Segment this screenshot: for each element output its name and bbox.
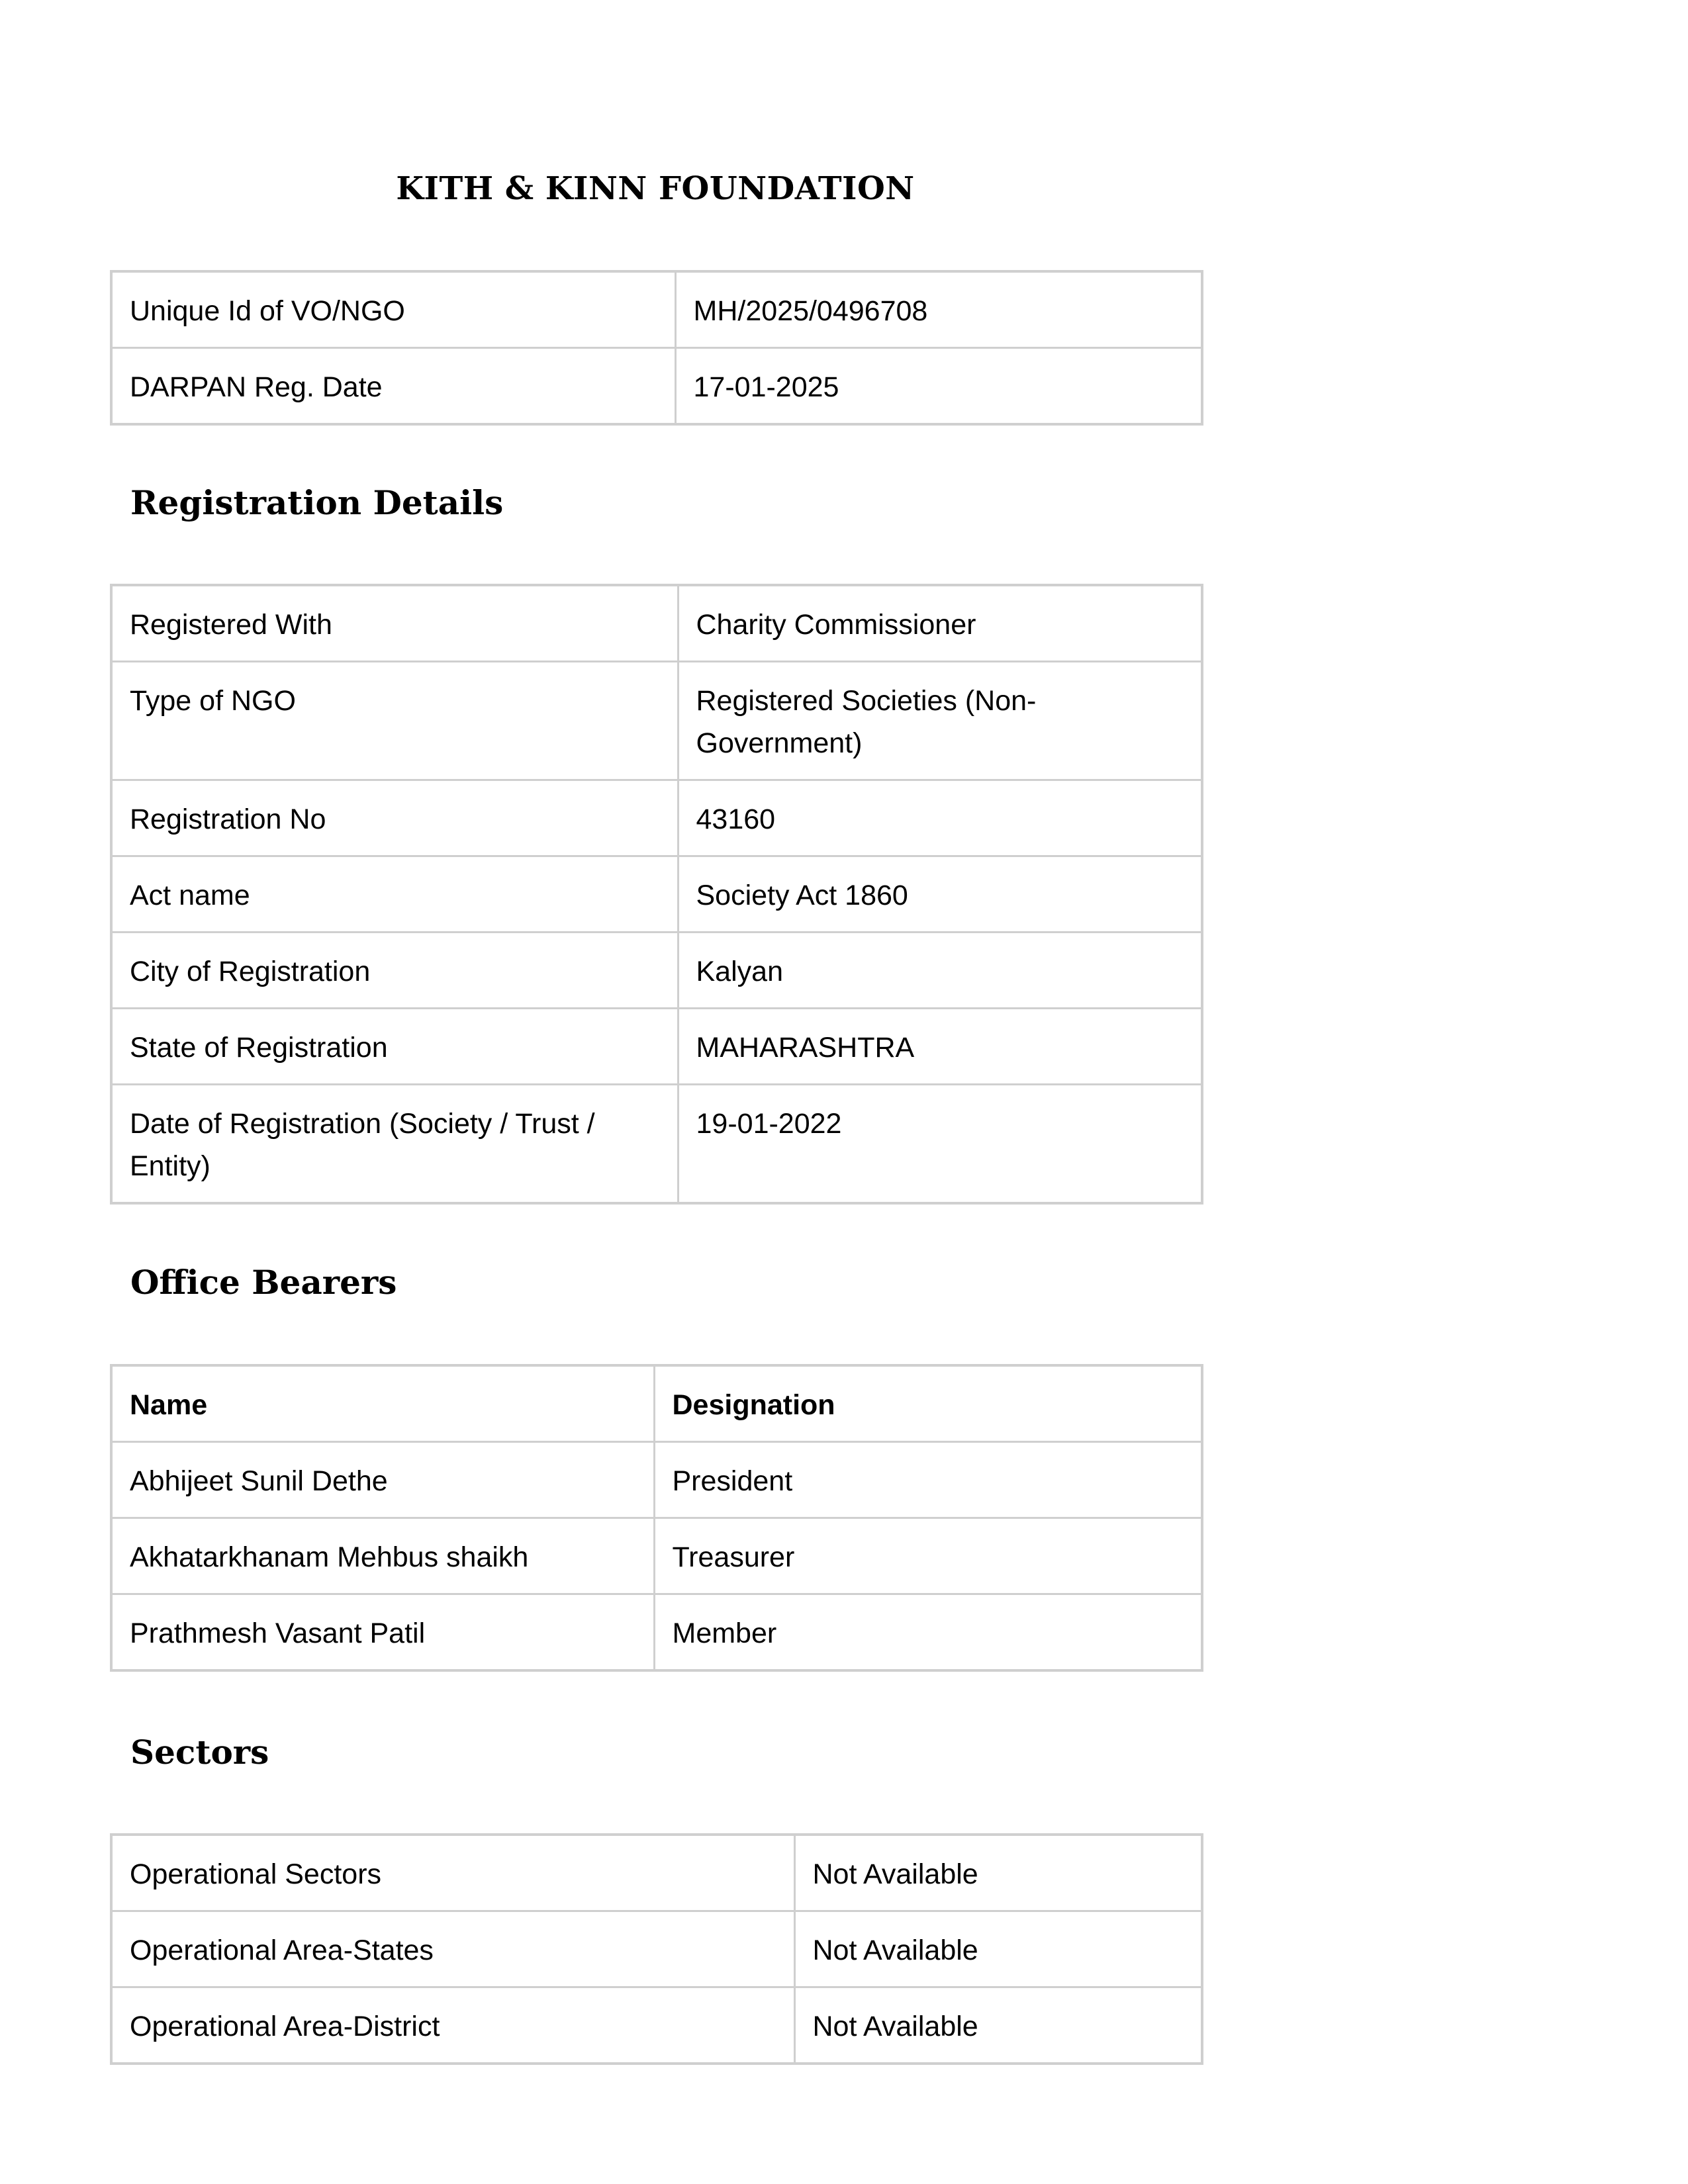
row-value: 43160	[678, 780, 1202, 856]
row-value: Society Act 1860	[678, 856, 1202, 933]
office-bearers-table	[110, 1364, 1203, 1672]
table-row	[111, 780, 1202, 856]
table-row	[111, 933, 1202, 1009]
row-label: Operational Area-States	[111, 1911, 794, 1987]
table-row	[111, 1594, 1202, 1671]
registration-details-heading: Registration Details	[130, 483, 504, 522]
table-header-row	[111, 1365, 1202, 1442]
table-row	[111, 1518, 1202, 1594]
table-row	[111, 585, 1202, 662]
row-label: Act name	[111, 856, 678, 933]
row-value: 17-01-2025	[675, 348, 1202, 425]
row-value: Not Available	[794, 1911, 1202, 1987]
row-label: City of Registration	[111, 933, 678, 1009]
bearer-designation: Treasurer	[654, 1518, 1202, 1594]
registration-details-table	[110, 584, 1203, 1205]
table-row	[111, 1085, 1202, 1204]
office-bearers-heading: Office Bearers	[130, 1263, 397, 1302]
row-value: MH/2025/0496708	[675, 271, 1202, 348]
table-row	[111, 1835, 1202, 1911]
table-row	[111, 271, 1202, 348]
identity-table	[110, 270, 1203, 426]
sectors-heading: Sectors	[130, 1733, 269, 1772]
table-row	[111, 1442, 1202, 1518]
row-value: Charity Commissioner	[678, 585, 1202, 662]
column-header-designation: Designation	[654, 1365, 1202, 1442]
document-title: KITH & KINN FOUNDATION	[396, 170, 915, 207]
table-row	[111, 348, 1202, 425]
bearer-name: Abhijeet Sunil Dethe	[111, 1442, 654, 1518]
table-row	[111, 1911, 1202, 1987]
row-label: Registration No	[111, 780, 678, 856]
sectors-table	[110, 1833, 1203, 2065]
row-label: DARPAN Reg. Date	[111, 348, 675, 425]
row-value: MAHARASHTRA	[678, 1009, 1202, 1085]
bearer-designation: Member	[654, 1594, 1202, 1671]
table-row	[111, 1009, 1202, 1085]
row-value: Not Available	[794, 1987, 1202, 2064]
row-value: 19-01-2022	[678, 1085, 1202, 1204]
table-row	[111, 856, 1202, 933]
row-label: Type of NGO	[111, 662, 678, 780]
row-label: Operational Area-District	[111, 1987, 794, 2064]
row-label: State of Registration	[111, 1009, 678, 1085]
bearer-name: Akhatarkhanam Mehbus shaikh	[111, 1518, 654, 1594]
row-label: Registered With	[111, 585, 678, 662]
table-row	[111, 1987, 1202, 2064]
row-label: Unique Id of VO/NGO	[111, 271, 675, 348]
row-label: Operational Sectors	[111, 1835, 794, 1911]
row-value: Registered Societies (Non-Government)	[678, 662, 1202, 780]
table-row	[111, 662, 1202, 780]
row-label: Date of Registration (Society / Trust / Entity)	[111, 1085, 678, 1204]
row-value: Not Available	[794, 1835, 1202, 1911]
bearer-designation: President	[654, 1442, 1202, 1518]
column-header-name: Name	[111, 1365, 654, 1442]
row-value: Kalyan	[678, 933, 1202, 1009]
bearer-name: Prathmesh Vasant Patil	[111, 1594, 654, 1671]
